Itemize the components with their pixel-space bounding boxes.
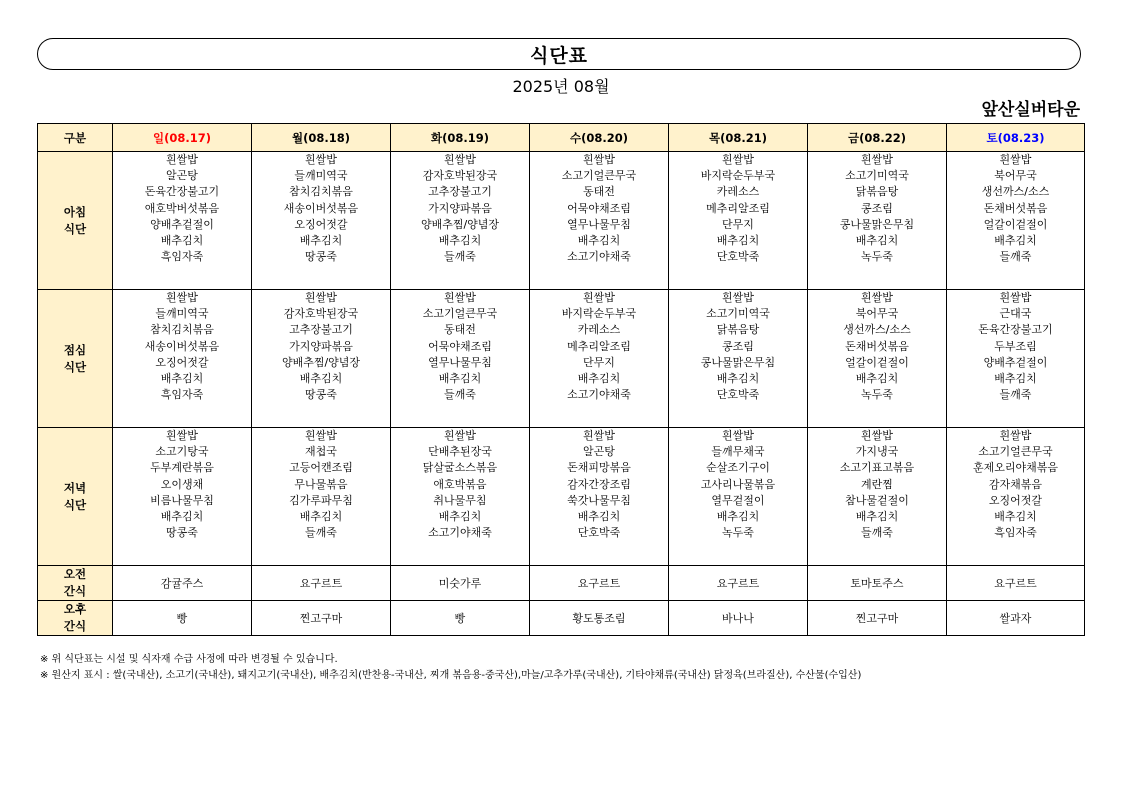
menu-item: 양배추찜/양념장	[420, 217, 500, 231]
menu-item: 고추장불고기	[428, 185, 492, 199]
menu-item: 배추김치	[716, 510, 760, 524]
menu-item: 배추김치	[299, 372, 343, 386]
menu-item: 김가루파무침	[289, 493, 353, 507]
menu-item: 돈육간장불고기	[978, 323, 1053, 337]
dinner-label-line: 저녁	[63, 480, 87, 495]
lunch-mon-cell	[252, 290, 391, 428]
menu-item: 콩나물맑은무침	[700, 355, 776, 369]
morning-snack-label-line: 간식	[63, 584, 87, 598]
menu-item: 북어무국	[855, 307, 899, 321]
afternoon-snack-wed-cell: 황도통조림	[530, 601, 669, 636]
menu-item: 흑임자죽	[160, 250, 204, 264]
menu-item: 흰쌀밥	[305, 153, 337, 166]
day-header-thu: 목(08.21)	[669, 124, 808, 152]
menu-item: 흰쌀밥	[999, 429, 1032, 442]
menu-item: 북어무국	[994, 169, 1037, 183]
menu-item: 들깨죽	[999, 250, 1032, 264]
menu-item: 배추김치	[438, 510, 482, 524]
lunch-sun-cell	[113, 290, 252, 428]
menu-item: 소고기얼큰무국	[978, 445, 1053, 459]
day-header-wed: 수(08.20)	[530, 124, 669, 152]
menu-item: 소고기얼큰무국	[422, 307, 498, 321]
menu-item: 새송이버섯볶음	[144, 339, 220, 353]
menu-item: 참나물겉절이	[845, 493, 909, 507]
menu-item: 카레소스	[716, 185, 760, 199]
menu-item: 얼갈이겉절이	[845, 355, 909, 369]
menu-item: 소고기탕국	[155, 445, 209, 459]
menu-item: 양배추겉절이	[983, 355, 1048, 369]
breakfast-row	[38, 152, 1085, 290]
menu-item: 오징어젓갈	[155, 355, 209, 369]
menu-item: 흰쌀밥	[722, 291, 754, 304]
organization-name: 앞산실버타운	[981, 100, 1080, 120]
breakfast-thu-cell	[669, 152, 808, 290]
menu-item: 들깨죽	[444, 388, 476, 402]
page-title: 식단표	[529, 44, 589, 67]
lunch-fri-cell	[808, 290, 947, 428]
menu-item: 돈채버섯볶음	[845, 339, 909, 353]
menu-item: 흰쌀밥	[722, 429, 754, 442]
lunch-label-line: 점심	[63, 342, 87, 357]
lunch-wed-cell	[530, 290, 669, 428]
lunch-thu-cell	[669, 290, 808, 428]
menu-item: 계란찜	[861, 477, 893, 491]
menu-item: 가지냉국	[855, 445, 899, 459]
menu-item: 녹두죽	[861, 388, 893, 402]
notes	[40, 652, 861, 684]
menu-item: 흑임자죽	[160, 388, 204, 402]
menu-item: 배추김치	[577, 234, 621, 248]
note-origin: ※ 원산지 표시 : 쌀(국내산), 소고기(국내산), 돼지고기(국내산), 배추김치(반찬용-국내산, 찌개 볶음용-중국산),마늘/고추가루(국내산), 기타야채류(국내산) 닭정육(브라질산), 수산물(수입산)	[40, 670, 862, 681]
menu-item: 소고기미역국	[845, 169, 909, 183]
menu-item: 돈채버섯볶음	[983, 201, 1048, 215]
breakfast-sun-cell	[113, 152, 252, 290]
menu-item: 들깨죽	[305, 526, 337, 540]
menu-item: 소고기야채죽	[567, 388, 631, 402]
menu-item: 배추김치	[855, 234, 899, 248]
menu-item: 단호박죽	[716, 388, 760, 402]
menu-item: 감자간장조림	[567, 477, 631, 491]
morning-snack-tue-cell: 미숫가루	[391, 566, 530, 601]
menu-item: 배추김치	[994, 234, 1037, 248]
breakfast-tue-cell	[391, 152, 530, 290]
menu-item: 흰쌀밥	[305, 429, 337, 442]
menu-item: 닭볶음탕	[716, 323, 760, 337]
menu-item: 고사리나물볶음	[700, 477, 776, 491]
menu-item: 소고기미역국	[706, 307, 770, 321]
menu-item: 소고기얼큰무국	[561, 169, 637, 183]
morning-snack-label-line: 오전	[63, 567, 87, 581]
dinner-row	[38, 428, 1085, 566]
morning-snack-fri-cell: 토마토주스	[808, 566, 947, 601]
menu-item: 감자호박된장국	[422, 169, 498, 183]
menu-item: 배추김치	[994, 372, 1037, 386]
morning-snack-wed-cell: 요구르트	[530, 566, 669, 601]
menu-item: 흰쌀밥	[861, 291, 893, 304]
menu-item: 배추김치	[577, 510, 621, 524]
dinner-thu-cell	[669, 428, 808, 566]
menu-item: 열무겉절이	[711, 493, 765, 507]
lunch-sat-cell	[947, 290, 1085, 428]
menu-item: 열무나물무침	[428, 355, 492, 369]
menu-item: 취나물무침	[433, 493, 487, 507]
breakfast-sat-cell	[947, 152, 1085, 290]
lunch-label-line: 식단	[63, 359, 87, 374]
menu-item: 배추김치	[577, 372, 621, 386]
menu-item: 근대국	[999, 307, 1032, 321]
menu-item: 배추김치	[716, 234, 760, 248]
afternoon-snack-label-line: 오후	[63, 602, 87, 616]
menu-item: 흰쌀밥	[166, 153, 198, 166]
menu-item: 메추리알조림	[567, 339, 631, 353]
menu-item: 어묵야채조림	[567, 201, 631, 215]
menu-item: 흰쌀밥	[583, 291, 615, 304]
menu-item: 양배추찜/양념장	[281, 355, 361, 369]
menu-item: 알곤탕	[583, 445, 615, 459]
menu-item: 생선까스/소스	[981, 185, 1050, 199]
menu-item: 흰쌀밥	[999, 153, 1032, 166]
menu-item: 배추김치	[160, 372, 204, 386]
dinner-wed-cell	[530, 428, 669, 566]
menu-item: 흰쌀밥	[444, 291, 476, 304]
day-header-sat: 토(08.23)	[947, 124, 1085, 152]
breakfast-wed-cell	[530, 152, 669, 290]
menu-item: 애호박볶음	[433, 477, 487, 491]
menu-body	[38, 152, 1085, 636]
morning-snack-mon-cell: 요구르트	[252, 566, 391, 601]
menu-item: 동태전	[583, 185, 615, 199]
menu-item: 들깨미역국	[294, 169, 348, 183]
afternoon-snack-tue-cell: 빵	[391, 601, 530, 636]
menu-item: 단호박죽	[577, 526, 621, 540]
menu-item: 돈육간장불고기	[144, 185, 220, 199]
breakfast-label	[38, 152, 113, 290]
menu-item: 배추김치	[299, 510, 343, 524]
menu-item: 소고기표고볶음	[839, 461, 915, 475]
menu-item: 배추김치	[438, 234, 482, 248]
menu-item: 녹두죽	[861, 250, 893, 264]
menu-item: 들깨미역국	[155, 307, 209, 321]
menu-item: 감자호박된장국	[283, 307, 359, 321]
menu-item: 알곤탕	[166, 169, 198, 183]
day-header-fri: 금(08.22)	[808, 124, 947, 152]
menu-item: 닭볶음탕	[855, 185, 899, 199]
menu-item: 바지락순두부국	[561, 307, 637, 321]
morning-snack-sun-cell: 감귤주스	[113, 566, 252, 601]
menu-item: 닭살굴소스볶음	[422, 461, 498, 475]
menu-item: 바지락순두부국	[700, 169, 776, 183]
menu-item: 새송이버섯볶음	[283, 201, 359, 215]
morning-snack-label	[38, 566, 113, 601]
afternoon-snack-sat-cell: 쌀과자	[947, 601, 1085, 636]
menu-item: 땅콩죽	[305, 388, 337, 402]
afternoon-snack-label-line: 간식	[63, 619, 87, 633]
menu-item: 단무지	[583, 355, 615, 369]
menu-item: 흰쌀밥	[583, 153, 615, 166]
lunch-tue-cell	[391, 290, 530, 428]
menu-item: 단배추된장국	[428, 445, 492, 459]
menu-item: 참치김치볶음	[289, 185, 353, 199]
menu-item: 어묵야채조림	[428, 339, 492, 353]
menu-item: 흑임자죽	[994, 526, 1037, 540]
menu-item: 오징어젓갈	[294, 217, 348, 231]
menu-item: 들깨죽	[444, 250, 476, 264]
menu-item: 소고기야채죽	[567, 250, 631, 264]
menu-item: 땅콩죽	[305, 250, 337, 264]
morning-snack-thu-cell: 요구르트	[669, 566, 808, 601]
menu-item: 배추김치	[160, 234, 204, 248]
menu-item: 배추김치	[855, 510, 899, 524]
menu-table	[37, 123, 1085, 636]
afternoon-snack-row	[38, 601, 1085, 636]
menu-item: 단호박죽	[716, 250, 760, 264]
period-label: 2025년 08월	[512, 77, 610, 96]
menu-item: 들깨죽	[861, 526, 893, 540]
menu-item: 배추김치	[299, 234, 343, 248]
menu-item: 흰쌀밥	[861, 153, 893, 166]
lunch-label	[38, 290, 113, 428]
breakfast-label-line: 아침	[63, 204, 87, 219]
menu-item: 배추김치	[716, 372, 760, 386]
afternoon-snack-label	[38, 601, 113, 636]
day-header-mon: 월(08.18)	[252, 124, 391, 152]
menu-item: 고추장불고기	[289, 323, 353, 337]
menu-item: 배추김치	[994, 510, 1037, 524]
afternoon-snack-mon-cell: 찐고구마	[252, 601, 391, 636]
dinner-sun-cell	[113, 428, 252, 566]
lunch-row	[38, 290, 1085, 428]
menu-item: 흰쌀밥	[999, 291, 1032, 304]
dinner-sat-cell	[947, 428, 1085, 566]
dinner-mon-cell	[252, 428, 391, 566]
menu-item: 흰쌀밥	[583, 429, 615, 442]
menu-item: 콩나물맑은무침	[839, 217, 915, 231]
breakfast-mon-cell	[252, 152, 391, 290]
day-header-sun: 일(08.17)	[113, 124, 252, 152]
menu-item: 가지양파볶음	[289, 339, 353, 353]
menu-item: 콩조림	[722, 339, 754, 353]
menu-item: 배추김치	[160, 510, 204, 524]
menu-item: 오이생채	[160, 477, 204, 491]
menu-item: 애호박버섯볶음	[144, 201, 220, 215]
menu-item: 녹두죽	[722, 526, 754, 540]
menu-item: 흰쌀밥	[305, 291, 337, 304]
menu-item: 고등어캔조림	[289, 461, 353, 475]
menu-item: 흰쌀밥	[444, 153, 476, 166]
menu-item: 동태전	[444, 323, 476, 337]
menu-item: 단무지	[722, 217, 754, 231]
menu-item: 재첩국	[305, 445, 337, 459]
menu-item: 쑥갓나물무침	[567, 493, 631, 507]
menu-item: 두부조림	[994, 339, 1037, 353]
note-change: ※ 위 식단표는 시설 및 식자재 수급 사정에 따라 변경될 수 있습니다.	[40, 654, 338, 665]
menu-item: 참치김치볶음	[150, 323, 214, 337]
menu-item: 메추리알조림	[706, 201, 770, 215]
menu-item: 땅콩죽	[166, 526, 198, 540]
menu-item: 훈제오리야채볶음	[972, 461, 1058, 475]
menu-item: 소고기야채죽	[428, 526, 492, 540]
menu-item: 비름나물무침	[150, 493, 214, 507]
day-header-tue: 화(08.19)	[391, 124, 530, 152]
menu-item: 무나물볶음	[294, 477, 348, 491]
afternoon-snack-sun-cell: 빵	[113, 601, 252, 636]
morning-snack-sat-cell: 요구르트	[947, 566, 1085, 601]
menu-item: 카레소스	[577, 323, 621, 337]
afternoon-snack-thu-cell: 바나나	[669, 601, 808, 636]
breakfast-label-line: 식단	[63, 221, 87, 236]
menu-item: 흰쌀밥	[444, 429, 476, 442]
menu-item: 흰쌀밥	[722, 153, 754, 166]
dinner-fri-cell	[808, 428, 947, 566]
afternoon-snack-fri-cell: 찐고구마	[808, 601, 947, 636]
breakfast-fri-cell	[808, 152, 947, 290]
menu-item: 흰쌀밥	[861, 429, 893, 442]
title-box	[37, 38, 1081, 70]
header-category: 구분	[38, 124, 113, 152]
menu-item: 돈채피망볶음	[567, 461, 631, 475]
menu-item: 가지양파볶음	[428, 201, 492, 215]
menu-item: 감자채볶음	[988, 477, 1043, 491]
menu-item: 들깨죽	[999, 388, 1032, 402]
menu-item: 양배추겉절이	[150, 217, 214, 231]
dinner-tue-cell	[391, 428, 530, 566]
menu-item: 배추김치	[438, 372, 482, 386]
morning-snack-row	[38, 566, 1085, 601]
menu-item: 순살조기구이	[706, 461, 770, 475]
menu-item: 콩조림	[861, 201, 893, 215]
dinner-label-line: 식단	[63, 497, 87, 512]
menu-item: 생선까스/소스	[843, 323, 911, 337]
menu-item: 얼갈이겉절이	[983, 217, 1048, 231]
menu-item: 들깨무채국	[711, 445, 765, 459]
menu-item: 흰쌀밥	[166, 429, 198, 442]
header-row	[38, 124, 1085, 152]
menu-item: 오징어젓갈	[988, 493, 1043, 507]
menu-item: 흰쌀밥	[166, 291, 198, 304]
menu-item: 두부계란볶음	[150, 461, 214, 475]
menu-item: 열무나물무침	[567, 217, 631, 231]
menu-item: 배추김치	[855, 372, 899, 386]
dinner-label	[38, 428, 113, 566]
